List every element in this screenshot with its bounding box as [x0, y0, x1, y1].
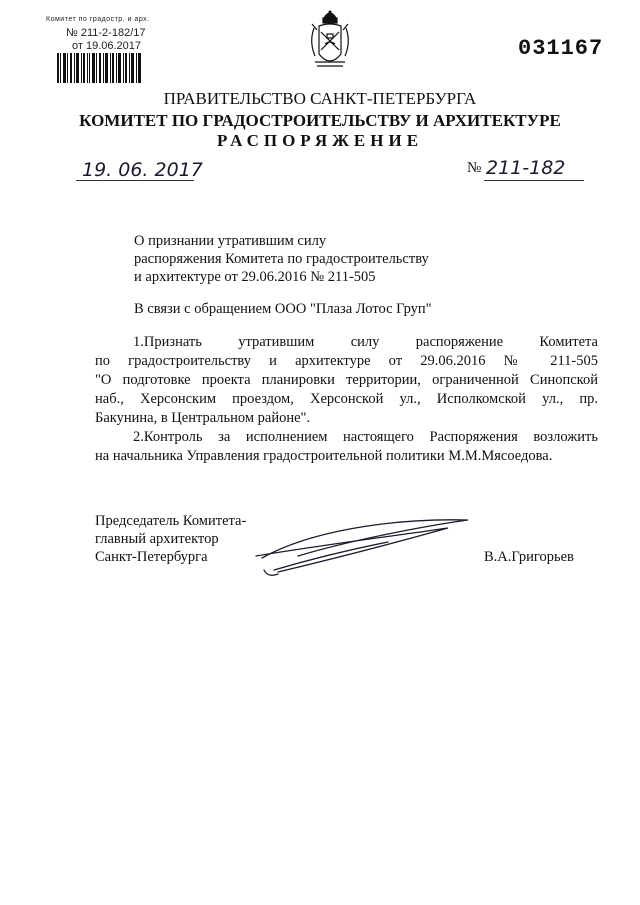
- number-underline: [484, 180, 584, 181]
- document-serial-number: 031167: [518, 36, 604, 61]
- signatory-title-line: главный архитектор: [95, 531, 219, 547]
- subject-line: и архитектуре от 29.06.2016 № 211-505: [134, 269, 376, 285]
- signatory-title-line: Санкт-Петербурга: [95, 549, 208, 565]
- preamble: В связи с обращением ООО "Плаза Лотос Груп": [134, 301, 432, 317]
- handwritten-signature: [238, 512, 488, 584]
- stamp-date: от 19.06.2017: [72, 40, 142, 52]
- government-title: ПРАВИТЕЛЬСТВО САНКТ-ПЕТЕРБУРГА: [163, 89, 477, 108]
- issue-date: 19. 06. 2017: [82, 159, 203, 181]
- issue-number: 211-182: [486, 157, 566, 179]
- paragraph-1-line: 1.Признать утратившим силу распоряжение Комитета: [133, 334, 598, 350]
- stamp-organization: Комитет по градостр. и арх.: [46, 16, 150, 23]
- paragraph-1-line: Бакунина, в Центральном районе".: [95, 410, 311, 426]
- coat-of-arms-icon: [307, 8, 353, 74]
- date-underline: [76, 180, 194, 181]
- paragraph-1-line: "О подготовке проекта планировки территории, ограниченной Синопской: [95, 372, 598, 388]
- paragraph-2-line: 2.Контроль за исполнением настоящего Распоряжения возложить: [133, 429, 598, 445]
- paragraph-1-line: наб., Херсонским проездом, Херсонской ул., Исполкомской ул., пр.: [95, 391, 598, 407]
- committee-title: КОМИТЕТ ПО ГРАДОСТРОИТЕЛЬСТВУ И АРХИТЕКТУРЕ: [79, 111, 561, 130]
- paragraph-2-line: на начальника Управления градостроительной политики М.М.Мясоедова.: [95, 448, 553, 464]
- number-label: №: [467, 160, 482, 176]
- paragraph-1-line: по градостроительству и архитектуре от 29.06.2016 № 211-505: [95, 353, 598, 369]
- document-type-title: РАСПОРЯЖЕНИЕ: [216, 131, 424, 150]
- stamp-number: № 211-2-182/17: [66, 27, 146, 39]
- subject-line: О признании утратившим силу: [134, 233, 327, 249]
- signatory-name: В.А.Григорьев: [484, 549, 574, 565]
- barcode: [57, 53, 141, 83]
- signatory-title-line: Председатель Комитета-: [95, 513, 247, 529]
- subject-line: распоряжения Комитета по градостроительству: [134, 251, 429, 267]
